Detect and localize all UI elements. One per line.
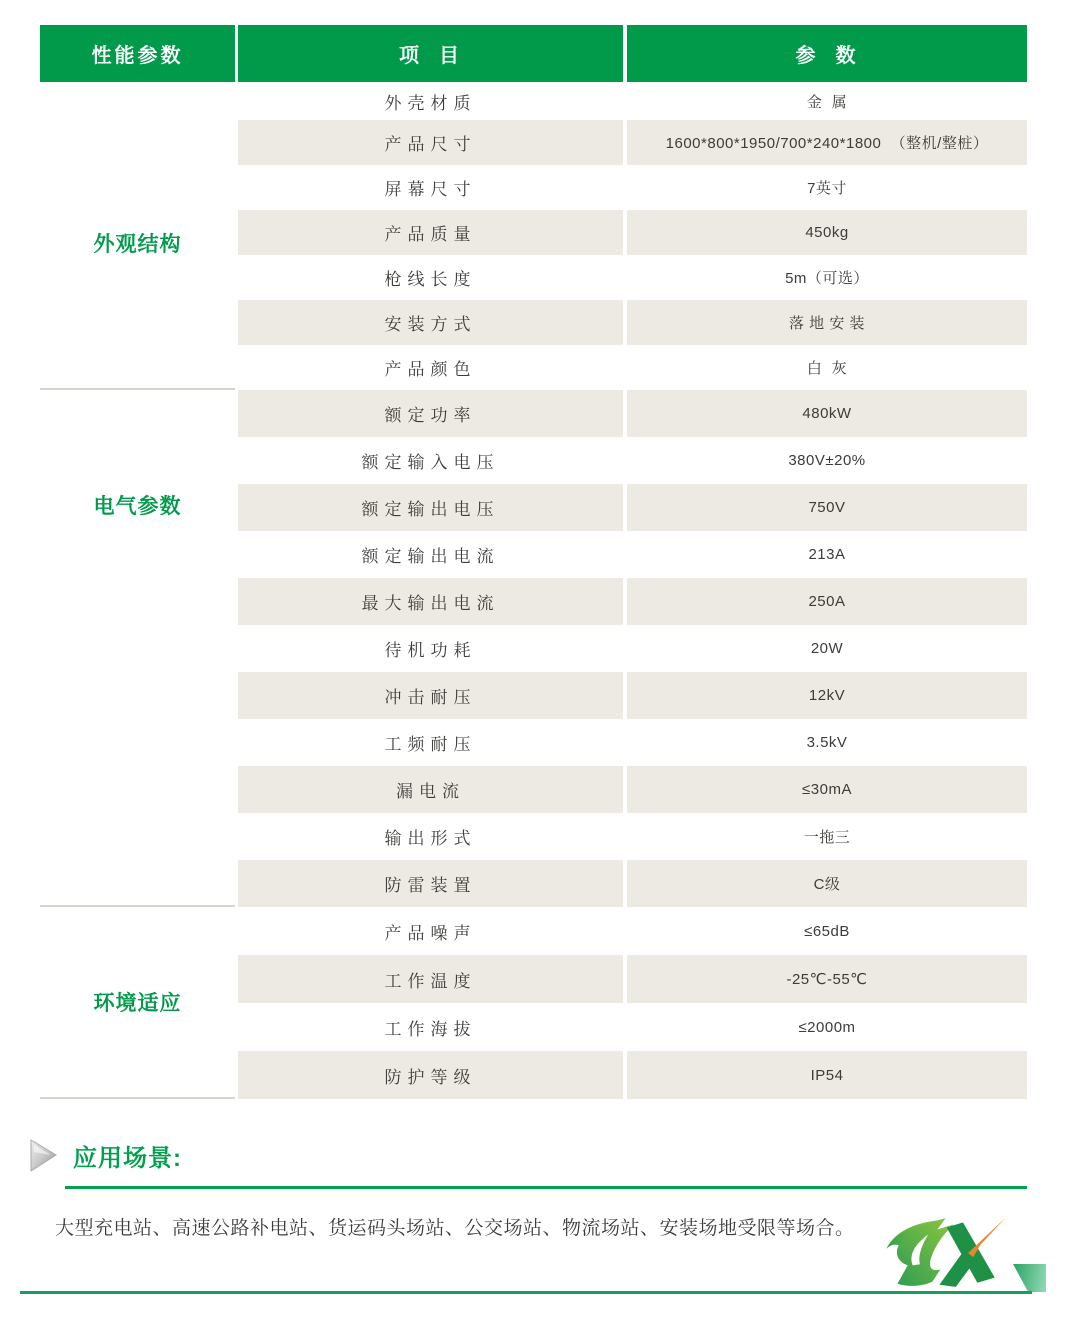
section-rows (238, 907, 1027, 1099)
table-row (238, 1003, 1027, 1051)
table-row (238, 210, 1027, 255)
section-rows (238, 82, 1027, 390)
item-cell: 外壳材质 (384, 93, 477, 113)
item-cell: 工频耐压 (384, 735, 477, 754)
value-cell: IP54 (627, 1051, 1027, 1099)
table-row (238, 255, 1027, 300)
section-label: 环境适应 (93, 992, 182, 1015)
item-cell: 屏幕尺寸 (384, 180, 477, 199)
header-cell-performance-params: 性能参数 (40, 25, 235, 82)
header-cell-parameter: 参 数 (627, 25, 1027, 82)
table-row (238, 120, 1027, 165)
item-cell: 防护等级 (238, 1051, 623, 1099)
table-row (238, 300, 1027, 345)
value-cell: ≤65dB (804, 922, 850, 940)
section-label-cell (40, 82, 235, 390)
section-label-cell (40, 907, 235, 1099)
table-row (238, 860, 1027, 907)
table-row (238, 813, 1027, 860)
item-cell: 工作海拔 (384, 1019, 477, 1039)
table-row (238, 531, 1027, 578)
item-cell: 枪线长度 (384, 270, 477, 289)
value-cell: ≤30mA (627, 766, 1027, 813)
value-cell: 7英寸 (807, 180, 847, 197)
value-cell: 一拖三 (803, 829, 851, 846)
table-row (238, 82, 1027, 120)
value-cell: 380V±20% (788, 452, 866, 469)
application-description: 大型充电站、高速公路补电站、货运码头场站、公交场站、物流场站、安装场地受限等场合。 (55, 1218, 855, 1239)
play-arrow-icon (30, 1139, 57, 1172)
item-cell: 冲击耐压 (238, 672, 623, 719)
value-cell: 213A (808, 546, 846, 563)
section-electrical (40, 390, 1027, 907)
value-cell: 20W (810, 640, 844, 657)
section-label: 外观结构 (93, 233, 182, 256)
item-cell: 产品尺寸 (238, 120, 623, 165)
value-cell: 3.5kV (806, 734, 848, 751)
section-label-cell (40, 390, 235, 907)
value-cell: 250A (627, 578, 1027, 625)
table-header-row (40, 25, 1027, 82)
table-row (238, 345, 1027, 390)
value-cell: -25℃-55℃ (627, 955, 1027, 1003)
table-body (40, 82, 1027, 1099)
table-row (238, 907, 1027, 955)
section-environment (40, 907, 1027, 1099)
table-row (238, 390, 1027, 437)
application-header (30, 1138, 182, 1173)
section-label: 电气参数 (93, 495, 182, 518)
item-cell: 额定输出电压 (238, 484, 623, 531)
corner-flag-shape (1013, 1264, 1046, 1292)
table-row (238, 955, 1027, 1003)
table-row (238, 484, 1027, 531)
table-row (238, 165, 1027, 210)
item-cell: 安装方式 (238, 300, 623, 345)
item-cell: 额定输出电流 (361, 547, 500, 566)
table-row (238, 625, 1027, 672)
item-cell: 产品质量 (238, 210, 623, 255)
item-cell: 最大输出电流 (238, 578, 623, 625)
value-cell: 450kg (627, 210, 1027, 255)
item-cell: 待机功耗 (384, 641, 477, 660)
item-cell: 产品噪声 (384, 923, 477, 943)
item-cell: 输出形式 (384, 829, 477, 848)
bottom-rule (20, 1291, 1032, 1294)
value-cell: ≤2000m (798, 1018, 856, 1036)
section-appearance (40, 82, 1027, 390)
spec-table (40, 25, 1027, 1099)
section-rows (238, 390, 1027, 907)
dx-logo-icon (878, 1214, 1006, 1288)
value-cell: 5m（可选） (785, 270, 869, 287)
table-row (238, 672, 1027, 719)
value-cell: 金 属 (806, 93, 848, 111)
value-cell: 1600*800*1950/700*240*1800 （整机/整桩） (627, 120, 1027, 165)
table-row (238, 578, 1027, 625)
table-row (238, 766, 1027, 813)
item-cell: 漏电流 (238, 766, 623, 813)
value-cell: 12kV (627, 672, 1027, 719)
value-cell: 白 灰 (806, 360, 848, 377)
item-cell: 工作温度 (238, 955, 623, 1003)
application-underline (65, 1186, 1027, 1189)
value-cell: 750V (627, 484, 1027, 531)
table-row (238, 1051, 1027, 1099)
value-cell: 480kW (627, 390, 1027, 437)
item-cell: 产品颜色 (384, 360, 477, 379)
header-cell-item: 项 目 (238, 25, 623, 82)
item-cell: 额定功率 (238, 390, 623, 437)
item-cell: 防雷装置 (238, 860, 623, 907)
value-cell: 落 地 安 装 (627, 300, 1027, 345)
table-row (238, 437, 1027, 484)
item-cell: 额定输入电压 (361, 453, 500, 472)
table-row (238, 719, 1027, 766)
value-cell: C级 (627, 860, 1027, 907)
application-title: 应用场景: (73, 1145, 182, 1172)
